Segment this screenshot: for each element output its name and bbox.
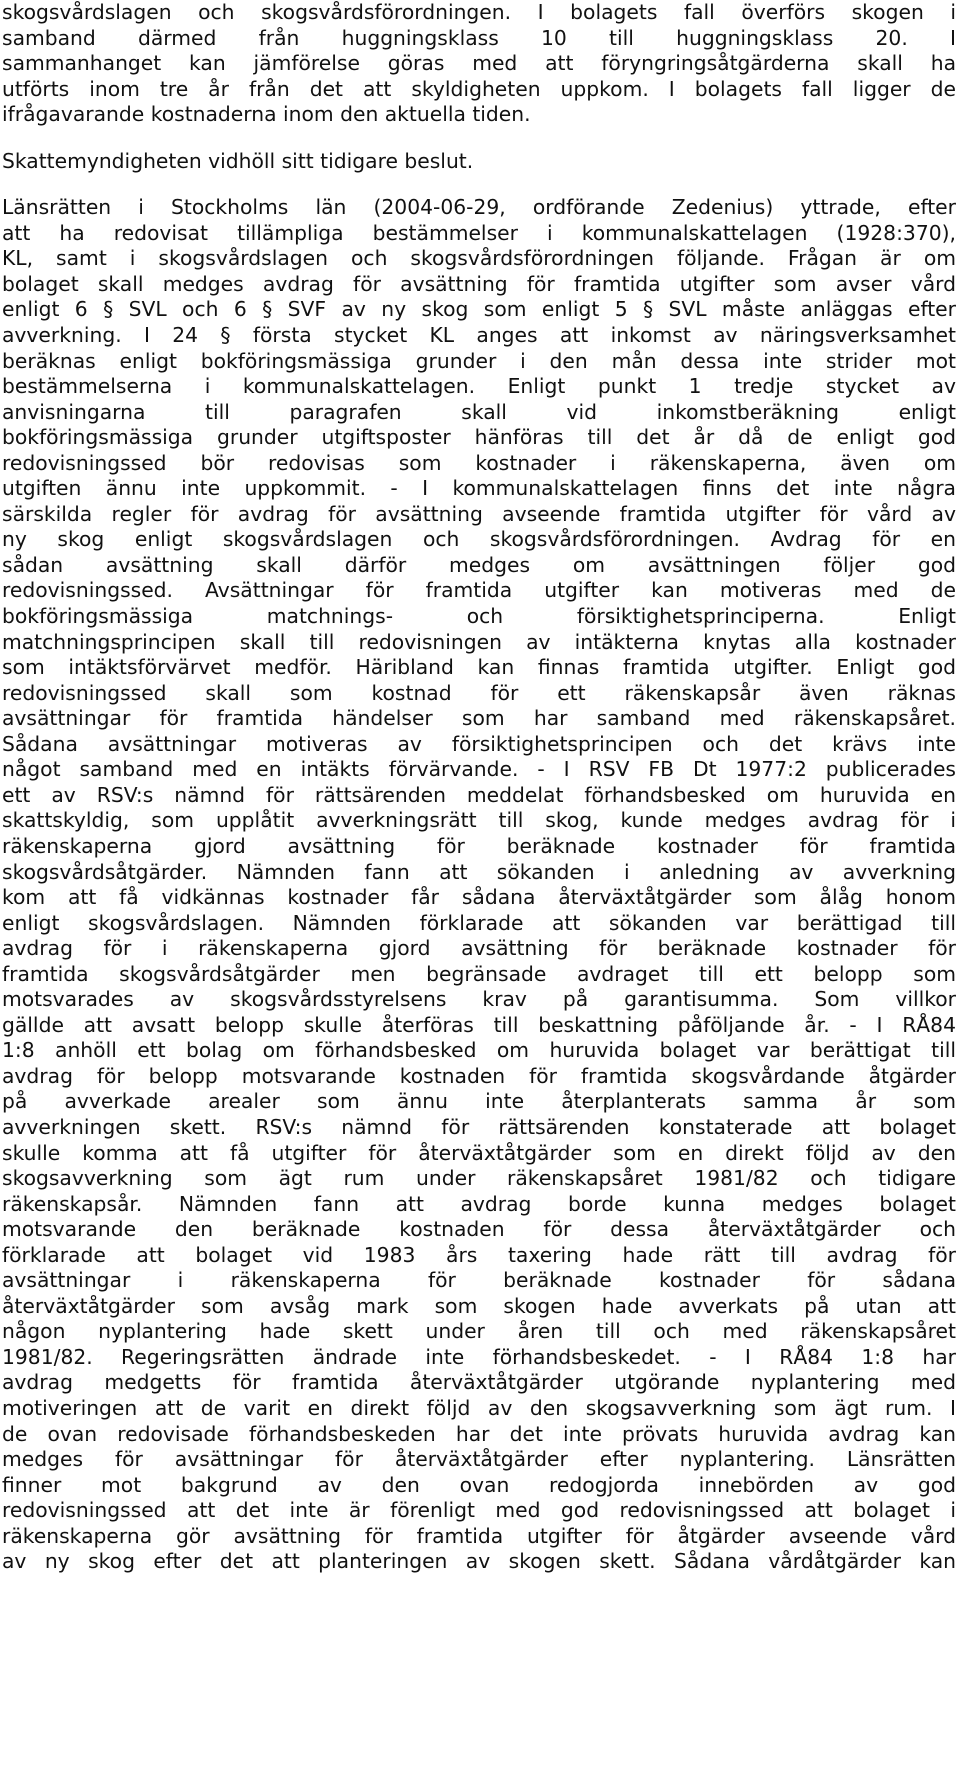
- text-line: enligt 6 § SVL och 6 § SVF av ny skog som enligt 5 § SVL måste anläggas efter: [2, 297, 956, 322]
- text-line: att ha redovisat tillämpliga bestämmelser i kommunalskattelagen (1928:370),: [2, 220, 956, 245]
- text-line: Skattemyndigheten vidhöll sitt tidigare beslut.: [2, 148, 474, 173]
- text-line: matchningsprincipen skall till redovisningen av intäkterna knytas alla kostnader: [2, 629, 956, 654]
- paragraph-gap: [2, 174, 956, 195]
- text-line: avdrag för belopp motsvarande kostnaden för framtida skogsvårdande åtgärder: [2, 1063, 956, 1088]
- text-line: KL, samt i skogsvårdslagen och skogsvårdsförordningen följande. Frågan är om: [2, 246, 956, 271]
- text-line: avdrag medgetts för framtida återväxtåtgärder utgörande nyplantering med: [2, 1370, 956, 1395]
- text-line: medges för avsättningar för återväxtåtgärder efter nyplantering. Länsrätten: [2, 1447, 956, 1472]
- text-line: bestämmelserna i kommunalskattelagen. Enligt punkt 1 tredje stycket av: [2, 374, 956, 399]
- text-line: utgiften ännu inte uppkommit. - I kommunalskattelagen finns det inte några: [2, 476, 956, 501]
- text-line: kom att få vidkännas kostnader får sådana återväxtåtgärder som ålåg honom: [2, 885, 956, 910]
- text-line: anvisningarna till paragrafen skall vid inkomstberäkning enligt: [2, 399, 956, 424]
- text-line: på avverkade arealer som ännu inte återplanterats samma år som: [2, 1089, 956, 1114]
- text-line: bokföringsmässiga matchnings- och försiktighetsprinciperna. Enligt: [2, 604, 956, 629]
- text-line: räkenskaperna gjord avsättning för beräknade kostnader för framtida: [2, 833, 956, 858]
- text-line: bokföringsmässiga grunder utgiftsposter hänföras till det år då de enligt god: [2, 425, 956, 450]
- text-line: avsättningar för framtida händelser som har samband med räkenskapsåret.: [2, 706, 956, 731]
- text-line: särskilda regler för avdrag för avsättning avseende framtida utgifter för vård av: [2, 501, 956, 526]
- text-line: finner mot bakgrund av den ovan redogjorda innebörden av god: [2, 1472, 956, 1497]
- text-line: ett av RSV:s nämnd för rättsärenden meddelat förhandsbesked om huruvida en: [2, 782, 956, 807]
- text-line: 1981/82. Regeringsrätten ändrade inte förhandsbeskedet. - I RÅ84 1:8 har: [2, 1344, 956, 1369]
- text-line: avverkning. I 24 § första stycket KL anges att inkomst av näringsverksamhet: [2, 323, 956, 348]
- text-line: samband därmed från huggningsklass 10 till huggningsklass 20. I: [2, 25, 956, 50]
- text-line: återväxtåtgärder som avsåg mark som skogen hade avverkats på utan att: [2, 1293, 956, 1318]
- text-line: Länsrätten i Stockholms län (2004-06-29, ordförande Zedenius) yttrade, efter: [2, 195, 956, 220]
- text-line: beräknas enligt bokföringsmässiga grunder i den mån dessa inte strider mot: [2, 348, 956, 373]
- text-line: räkenskaperna gör avsättning för framtida utgifter för åtgärder avseende vård: [2, 1523, 956, 1548]
- text-line: skattskyldig, som upplåtit avverkningsrätt till skog, kunde medges avdrag för i: [2, 808, 956, 833]
- text-line: enligt skogsvårdslagen. Nämnden förklarade att sökanden var berättigad till: [2, 910, 956, 935]
- paragraph-court-opinion: [2, 195, 956, 1575]
- text-line: motsvarande den beräknade kostnaden för dessa återväxtåtgärder och: [2, 1217, 956, 1242]
- text-line: ifrågavarande kostnaderna inom den aktuella tiden.: [2, 102, 531, 127]
- text-line: avsättningar i räkenskaperna för beräknade kostnader för sådana: [2, 1268, 956, 1293]
- paragraph-decision: [2, 149, 956, 175]
- text-line: avverkningen skett. RSV:s nämnd för rättsärenden konstaterade att bolaget: [2, 1114, 956, 1139]
- text-line: skogsavverkning som ägt rum under räkenskapsåret 1981/82 och tidigare: [2, 1166, 956, 1191]
- text-line: skulle komma att få utgifter för återväxtåtgärder som en direkt följd av den: [2, 1140, 956, 1165]
- text-line: skogsvårdsåtgärder. Nämnden fann att sökanden i anledning av avverkning: [2, 859, 956, 884]
- text-line: de ovan redovisade förhandsbeskeden har det inte prövats huruvida avdrag kan: [2, 1421, 956, 1446]
- text-line: motiveringen att de varit en direkt följd av den skogsavverkning som ägt rum. I: [2, 1395, 956, 1420]
- text-line: som intäktsförvärvet medför. Häribland kan finnas framtida utgifter. Enligt god: [2, 655, 956, 680]
- text-line: av ny skog efter det att planteringen av skogen skett. Sådana vårdåtgärder kan: [2, 1549, 956, 1574]
- text-line: någon nyplantering hade skett under åren till och med räkenskapsåret: [2, 1319, 956, 1344]
- text-line: redovisningssed skall som kostnad för ett räkenskapsår även räknas: [2, 680, 956, 705]
- text-line: sammanhanget kan jämförelse göras med att föryngringsåtgärderna skall ha: [2, 51, 956, 76]
- text-line: framtida skogsvårdsåtgärder men begränsade avdraget till ett belopp som: [2, 961, 956, 986]
- text-line: förklarade att bolaget vid 1983 års taxering hade rätt till avdrag för: [2, 1242, 956, 1267]
- text-line: 1:8 anhöll ett bolag om förhandsbesked om huruvida bolaget var berättigat till: [2, 1038, 956, 1063]
- text-line: utförts inom tre år från det att skyldigheten uppkom. I bolagets fall ligger de: [2, 76, 956, 101]
- text-line: något samband med en intäkts förvärvande. - I RSV FB Dt 1977:2 publicerades: [2, 757, 956, 782]
- text-line: skogsvårdslagen och skogsvårdsförordningen. I bolagets fall överförs skogen i: [2, 0, 956, 24]
- text-line: sådan avsättning skall därför medges om avsättningen följer god: [2, 552, 956, 577]
- text-line: gällde att avsatt belopp skulle återföras till beskattning påföljande år. - I RÅ84: [2, 1012, 956, 1037]
- text-line: redovisningssed. Avsättningar för framtida utgifter kan motiveras med de: [2, 578, 956, 603]
- text-line: Sådana avsättningar motiveras av försiktighetsprincipen och det krävs inte: [2, 731, 956, 756]
- text-line: avdrag för i räkenskaperna gjord avsättning för beräknade kostnader för: [2, 936, 956, 961]
- text-line: ny skog enligt skogsvårdslagen och skogsvårdsförordningen. Avdrag för en: [2, 527, 956, 552]
- paragraph-gap: [2, 128, 956, 149]
- paragraph-background: [2, 0, 956, 128]
- text-line: räkenskapsår. Nämnden fann att avdrag borde kunna medges bolaget: [2, 1191, 956, 1216]
- text-line: redovisningssed bör redovisas som kostnader i räkenskaperna, även om: [2, 450, 956, 475]
- text-line: motsvarades av skogsvårdsstyrelsens krav på garantisumma. Som villkor: [2, 987, 956, 1012]
- text-line: bolaget skall medges avdrag för avsättning för framtida utgifter som avser vård: [2, 271, 956, 296]
- text-line: redovisningssed att det inte är förenligt med god redovisningssed att bolaget i: [2, 1498, 956, 1523]
